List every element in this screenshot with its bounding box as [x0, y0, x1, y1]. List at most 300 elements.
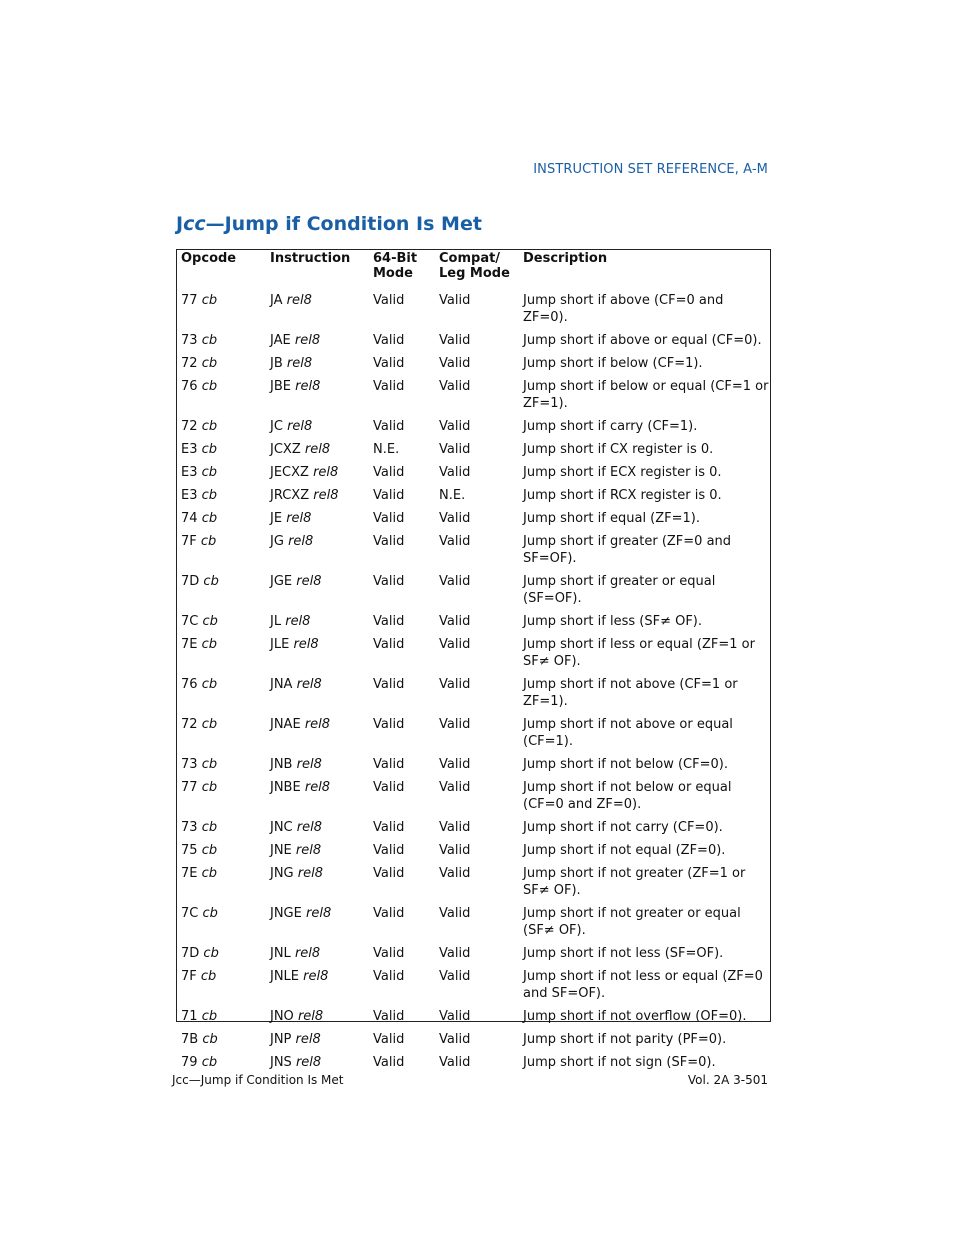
instruction-text: JCXZ [270, 442, 301, 457]
compat-mode-cell [439, 862, 523, 902]
instruction-text: JBE [270, 379, 291, 394]
compat-mode-text: Valid [439, 333, 471, 348]
opcode-cell [181, 1028, 270, 1051]
description-text: Jump short if not parity (PF=0). [523, 1032, 727, 1047]
mode64-cell [373, 484, 439, 507]
compat-mode-text: Valid [439, 677, 471, 692]
opcode-italic-text: cb [203, 946, 219, 961]
instruction-cell [270, 816, 373, 839]
mode64-text: Valid [373, 534, 405, 549]
opcode-cell [181, 329, 270, 352]
opcode-italic-text: cb [201, 780, 218, 795]
instruction-italic-text: rel8 [296, 677, 322, 692]
mode64-text: Valid [373, 574, 405, 589]
opcode-italic-text: cb [201, 293, 218, 308]
mode64-cell [373, 289, 439, 329]
instruction-text: JRCXZ [270, 488, 310, 503]
instruction-italic-text: rel8 [297, 1009, 324, 1024]
instruction-italic-text: rel8 [313, 488, 339, 503]
description-cell [523, 570, 770, 610]
description-cell [523, 1051, 770, 1074]
description-cell [523, 673, 770, 713]
title-italic: cc [183, 213, 206, 235]
opcode-text: 79 [181, 1055, 198, 1070]
opcode-italic-text: cb [201, 511, 218, 526]
opcode-text: E3 [181, 465, 198, 480]
instruction-cell [270, 415, 373, 438]
mode64-text: Valid [373, 293, 405, 308]
description-text: Jump short if not equal (ZF=0). [523, 843, 726, 858]
instruction-cell [270, 839, 373, 862]
opcode-cell [181, 862, 270, 902]
mode64-cell [373, 415, 439, 438]
opcode-italic-text: cb [202, 1032, 218, 1047]
instruction-italic-text: rel8 [288, 534, 314, 549]
table-row [181, 530, 770, 570]
instruction-italic-text: rel8 [295, 379, 321, 394]
mode64-cell [373, 570, 439, 610]
opcode-text: 75 [181, 843, 198, 858]
instruction-text: JNB [270, 757, 293, 772]
compat-mode-cell [439, 776, 523, 816]
opcode-cell [181, 673, 270, 713]
opcode-italic-text: cb [203, 574, 219, 589]
instruction-text: JNS [270, 1055, 292, 1070]
compat-mode-text: Valid [439, 906, 471, 921]
opcode-cell [181, 352, 270, 375]
instruction-text: JECXZ [270, 465, 309, 480]
instruction-italic-text: rel8 [303, 969, 329, 984]
opcode-italic-text: cb [201, 356, 218, 371]
mode64-text: Valid [373, 488, 405, 503]
col-header-64bit-mode: 64-Bit Mode [373, 251, 418, 281]
mode64-text: Valid [373, 906, 405, 921]
compat-mode-cell [439, 902, 523, 942]
compat-mode-cell [439, 375, 523, 415]
instruction-cell [270, 352, 373, 375]
instruction-cell [270, 289, 373, 329]
instruction-text: JE [270, 511, 283, 526]
compat-mode-text: Valid [439, 293, 471, 308]
page-title [176, 213, 482, 235]
description-text: Jump short if not greater or equal (SF≠ OF). [523, 906, 741, 938]
opcode-cell [181, 839, 270, 862]
mode64-cell [373, 1028, 439, 1051]
description-text: Jump short if equal (ZF=1). [523, 511, 701, 526]
instruction-italic-text: rel8 [295, 1055, 322, 1070]
description-cell [523, 461, 770, 484]
instruction-cell [270, 461, 373, 484]
table-row [181, 375, 770, 415]
table-row [181, 484, 770, 507]
opcode-italic-text: cb [201, 488, 218, 503]
description-text: Jump short if not less (SF=OF). [523, 946, 724, 961]
compat-mode-cell [439, 507, 523, 530]
compat-mode-text: Valid [439, 757, 471, 772]
instruction-cell [270, 633, 373, 673]
compat-mode-cell [439, 839, 523, 862]
mode64-cell [373, 507, 439, 530]
mode64-text: Valid [373, 866, 405, 881]
compat-mode-cell [439, 610, 523, 633]
mode64-cell [373, 1051, 439, 1074]
opcode-text: E3 [181, 488, 198, 503]
opcode-text: 73 [181, 820, 198, 835]
compat-mode-cell [439, 438, 523, 461]
table-row [181, 289, 770, 329]
compat-mode-cell [439, 673, 523, 713]
instruction-cell [270, 713, 373, 753]
instruction-italic-text: rel8 [286, 511, 312, 526]
description-text: Jump short if not above (CF=1 or ZF=1). [523, 677, 738, 709]
mode64-cell [373, 713, 439, 753]
instruction-italic-text: rel8 [306, 906, 332, 921]
instruction-cell [270, 610, 373, 633]
mode64-cell [373, 375, 439, 415]
description-text: Jump short if CX register is 0. [523, 442, 714, 457]
instruction-italic-text: rel8 [286, 293, 312, 308]
mode64-text: Valid [373, 780, 405, 795]
opcode-italic-text: cb [201, 419, 218, 434]
mode64-cell [373, 862, 439, 902]
opcode-table [181, 251, 770, 1074]
compat-mode-text: Valid [439, 717, 471, 732]
description-text: Jump short if less or equal (ZF=1 or SF≠ OF). [523, 637, 755, 669]
mode64-cell [373, 942, 439, 965]
instruction-cell [270, 570, 373, 610]
description-cell [523, 610, 770, 633]
description-cell [523, 375, 770, 415]
footer-right: Vol. 2A 3-501 [687, 1073, 768, 1087]
instruction-italic-text: rel8 [295, 843, 322, 858]
description-cell [523, 713, 770, 753]
description-cell [523, 839, 770, 862]
compat-mode-cell [439, 289, 523, 329]
description-cell [523, 753, 770, 776]
compat-mode-cell [439, 633, 523, 673]
opcode-text: 7C [181, 614, 199, 629]
table-row [181, 1028, 770, 1051]
opcode-table-frame [176, 249, 771, 1070]
compat-mode-text: Valid [439, 946, 471, 961]
description-text: Jump short if above (CF=0 and ZF=0). [523, 293, 724, 325]
instruction-italic-text: rel8 [313, 465, 339, 480]
instruction-italic-text: rel8 [297, 866, 324, 881]
compat-mode-cell [439, 965, 523, 1005]
opcode-italic-text: cb [201, 843, 218, 858]
opcode-cell [181, 289, 270, 329]
mode64-text: Valid [373, 419, 405, 434]
instruction-text: JC [270, 419, 283, 434]
opcode-cell [181, 713, 270, 753]
compat-mode-text: Valid [439, 574, 471, 589]
opcode-text: 7B [181, 1032, 199, 1047]
table-row [181, 839, 770, 862]
mode64-text: Valid [373, 843, 405, 858]
compat-mode-cell [439, 1028, 523, 1051]
mode64-text: Valid [373, 1009, 405, 1024]
mode64-cell [373, 776, 439, 816]
compat-mode-cell [439, 530, 523, 570]
instruction-cell [270, 673, 373, 713]
running-head: INSTRUCTION SET REFERENCE, A-M [533, 162, 768, 177]
compat-mode-text: Valid [439, 1009, 471, 1024]
opcode-text: 7D [181, 574, 200, 589]
instruction-italic-text: rel8 [294, 333, 321, 348]
opcode-italic-text: cb [202, 614, 218, 629]
compat-mode-cell [439, 329, 523, 352]
instruction-cell [270, 438, 373, 461]
mode64-cell [373, 816, 439, 839]
opcode-text: 72 [181, 356, 198, 371]
compat-mode-text: Valid [439, 511, 471, 526]
table-row [181, 753, 770, 776]
mode64-cell [373, 352, 439, 375]
compat-mode-text: Valid [439, 419, 471, 434]
instruction-text: JNC [270, 820, 293, 835]
opcode-cell [181, 484, 270, 507]
opcode-cell [181, 816, 270, 839]
opcode-cell [181, 1005, 270, 1028]
table-row [181, 673, 770, 713]
instruction-cell [270, 375, 373, 415]
opcode-text: 73 [181, 333, 198, 348]
instruction-text: JNAE [270, 717, 301, 732]
opcode-cell [181, 570, 270, 610]
title-rest: —Jump if Condition Is Met [205, 213, 482, 235]
table-row [181, 965, 770, 1005]
opcode-text: 7F [181, 534, 197, 549]
opcode-italic-text: cb [201, 333, 218, 348]
compat-mode-text: Valid [439, 534, 471, 549]
opcode-cell [181, 965, 270, 1005]
opcode-cell [181, 776, 270, 816]
instruction-text: JNG [270, 866, 294, 881]
opcode-text: 71 [181, 1009, 198, 1024]
mode64-text: Valid [373, 637, 405, 652]
description-cell [523, 289, 770, 329]
col-header-compat-leg-mode: Compat/ Leg Mode [439, 251, 510, 281]
compat-mode-cell [439, 1051, 523, 1074]
instruction-cell [270, 902, 373, 942]
mode64-cell [373, 673, 439, 713]
description-text: Jump short if not above or equal (CF=1). [523, 717, 733, 749]
opcode-italic-text: cb [201, 1055, 218, 1070]
description-cell [523, 484, 770, 507]
opcode-cell [181, 902, 270, 942]
compat-mode-text: Valid [439, 820, 471, 835]
mode64-text: Valid [373, 946, 405, 961]
description-text: Jump short if not less or equal (ZF=0 and SF=OF). [523, 969, 763, 1001]
opcode-text: 76 [181, 379, 198, 394]
description-cell [523, 352, 770, 375]
description-text: Jump short if not carry (CF=0). [523, 820, 723, 835]
description-cell [523, 1005, 770, 1028]
opcode-italic-text: cb [202, 906, 218, 921]
mode64-cell [373, 902, 439, 942]
mode64-text: Valid [373, 465, 405, 480]
compat-mode-text: Valid [439, 465, 471, 480]
table-row [181, 942, 770, 965]
mode64-cell [373, 461, 439, 484]
opcode-text: 77 [181, 780, 198, 795]
table-row [181, 352, 770, 375]
opcode-text: 7D [181, 946, 200, 961]
compat-mode-cell [439, 1005, 523, 1028]
instruction-italic-text: rel8 [293, 637, 319, 652]
col-header-instruction: Instruction [270, 251, 351, 266]
opcode-cell [181, 461, 270, 484]
instruction-cell [270, 776, 373, 816]
description-cell [523, 438, 770, 461]
compat-mode-text: Valid [439, 614, 471, 629]
opcode-italic-text: cb [201, 465, 218, 480]
compat-mode-text: Valid [439, 780, 471, 795]
mode64-cell [373, 610, 439, 633]
instruction-cell [270, 507, 373, 530]
mode64-cell [373, 839, 439, 862]
opcode-text: 74 [181, 511, 198, 526]
description-text: Jump short if RCX register is 0. [523, 488, 722, 503]
instruction-text: JNE [270, 843, 292, 858]
instruction-text: JNGE [270, 906, 302, 921]
description-text: Jump short if above or equal (CF=0). [523, 333, 762, 348]
opcode-cell [181, 1051, 270, 1074]
table-row [181, 610, 770, 633]
description-text: Jump short if not below (CF=0). [523, 757, 728, 772]
description-text: Jump short if greater (ZF=0 and SF=OF). [523, 534, 732, 566]
instruction-text: JGE [270, 574, 293, 589]
opcode-text: 76 [181, 677, 198, 692]
table-header-row [181, 251, 770, 289]
mode64-cell [373, 438, 439, 461]
title-prefix: J [176, 213, 184, 235]
instruction-text: JG [270, 534, 284, 549]
instruction-cell [270, 965, 373, 1005]
table-body [181, 289, 770, 1074]
opcode-text: E3 [181, 442, 198, 457]
compat-mode-text: Valid [439, 866, 471, 881]
compat-mode-cell [439, 753, 523, 776]
description-cell [523, 507, 770, 530]
table-row [181, 570, 770, 610]
col-header-opcode: Opcode [181, 251, 237, 266]
compat-mode-text: N.E. [439, 488, 466, 503]
table-row [181, 776, 770, 816]
description-cell [523, 633, 770, 673]
instruction-italic-text: rel8 [304, 717, 331, 732]
mode64-cell [373, 530, 439, 570]
opcode-italic-text: cb [201, 820, 218, 835]
instruction-italic-text: rel8 [304, 780, 331, 795]
opcode-text: 7C [181, 906, 199, 921]
description-cell [523, 415, 770, 438]
opcode-italic-text: cb [201, 1009, 218, 1024]
table-row [181, 415, 770, 438]
compat-mode-cell [439, 461, 523, 484]
instruction-cell [270, 484, 373, 507]
instruction-cell [270, 753, 373, 776]
description-cell [523, 1028, 770, 1051]
instruction-text: JA [270, 293, 283, 308]
table-row [181, 1005, 770, 1028]
opcode-italic-text: cb [201, 442, 218, 457]
instruction-text: JNP [270, 1032, 292, 1047]
mode64-text: N.E. [373, 442, 400, 457]
description-cell [523, 862, 770, 902]
compat-mode-text: Valid [439, 379, 471, 394]
description-cell [523, 942, 770, 965]
mode64-text: Valid [373, 757, 405, 772]
description-cell [523, 776, 770, 816]
opcode-italic-text: cb [200, 969, 217, 984]
opcode-text: 7E [181, 637, 198, 652]
col-header-description: Description [523, 251, 608, 266]
compat-mode-cell [439, 570, 523, 610]
description-text: Jump short if not greater (ZF=1 or SF≠ OF). [523, 866, 746, 898]
mode64-text: Valid [373, 820, 405, 835]
opcode-italic-text: cb [200, 534, 217, 549]
compat-mode-text: Valid [439, 356, 471, 371]
opcode-cell [181, 633, 270, 673]
description-text: Jump short if below (CF=1). [523, 356, 703, 371]
opcode-cell [181, 610, 270, 633]
table-row [181, 633, 770, 673]
opcode-text: 72 [181, 717, 198, 732]
instruction-italic-text: rel8 [287, 419, 313, 434]
description-text: Jump short if below or equal (CF=1 or ZF=1). [523, 379, 769, 411]
opcode-italic-text: cb [201, 677, 218, 692]
instruction-cell [270, 1028, 373, 1051]
opcode-text: 7E [181, 866, 198, 881]
table-row [181, 329, 770, 352]
instruction-text: JNA [270, 677, 293, 692]
instruction-italic-text: rel8 [296, 574, 322, 589]
description-cell [523, 965, 770, 1005]
table-row [181, 507, 770, 530]
instruction-italic-text: rel8 [295, 1032, 321, 1047]
instruction-text: JLE [270, 637, 290, 652]
opcode-cell [181, 438, 270, 461]
compat-mode-cell [439, 415, 523, 438]
mode64-text: Valid [373, 969, 405, 984]
instruction-italic-text: rel8 [296, 757, 322, 772]
opcode-cell [181, 415, 270, 438]
description-cell [523, 816, 770, 839]
instruction-text: JNL [270, 946, 291, 961]
table-row [181, 438, 770, 461]
compat-mode-cell [439, 352, 523, 375]
table-row [181, 713, 770, 753]
description-text: Jump short if carry (CF=1). [523, 419, 698, 434]
description-text: Jump short if greater or equal (SF=OF). [523, 574, 716, 606]
description-text: Jump short if not overflow (OF=0). [523, 1009, 747, 1024]
mode64-text: Valid [373, 379, 405, 394]
mode64-text: Valid [373, 717, 405, 732]
instruction-text: JL [270, 614, 282, 629]
table-row [181, 902, 770, 942]
description-text: Jump short if less (SF≠ OF). [523, 614, 703, 629]
instruction-cell [270, 942, 373, 965]
opcode-italic-text: cb [201, 757, 218, 772]
opcode-italic-text: cb [201, 717, 218, 732]
compat-mode-cell [439, 816, 523, 839]
compat-mode-cell [439, 484, 523, 507]
compat-mode-text: Valid [439, 1055, 471, 1070]
opcode-cell [181, 753, 270, 776]
mode64-cell [373, 633, 439, 673]
opcode-italic-text: cb [201, 637, 218, 652]
